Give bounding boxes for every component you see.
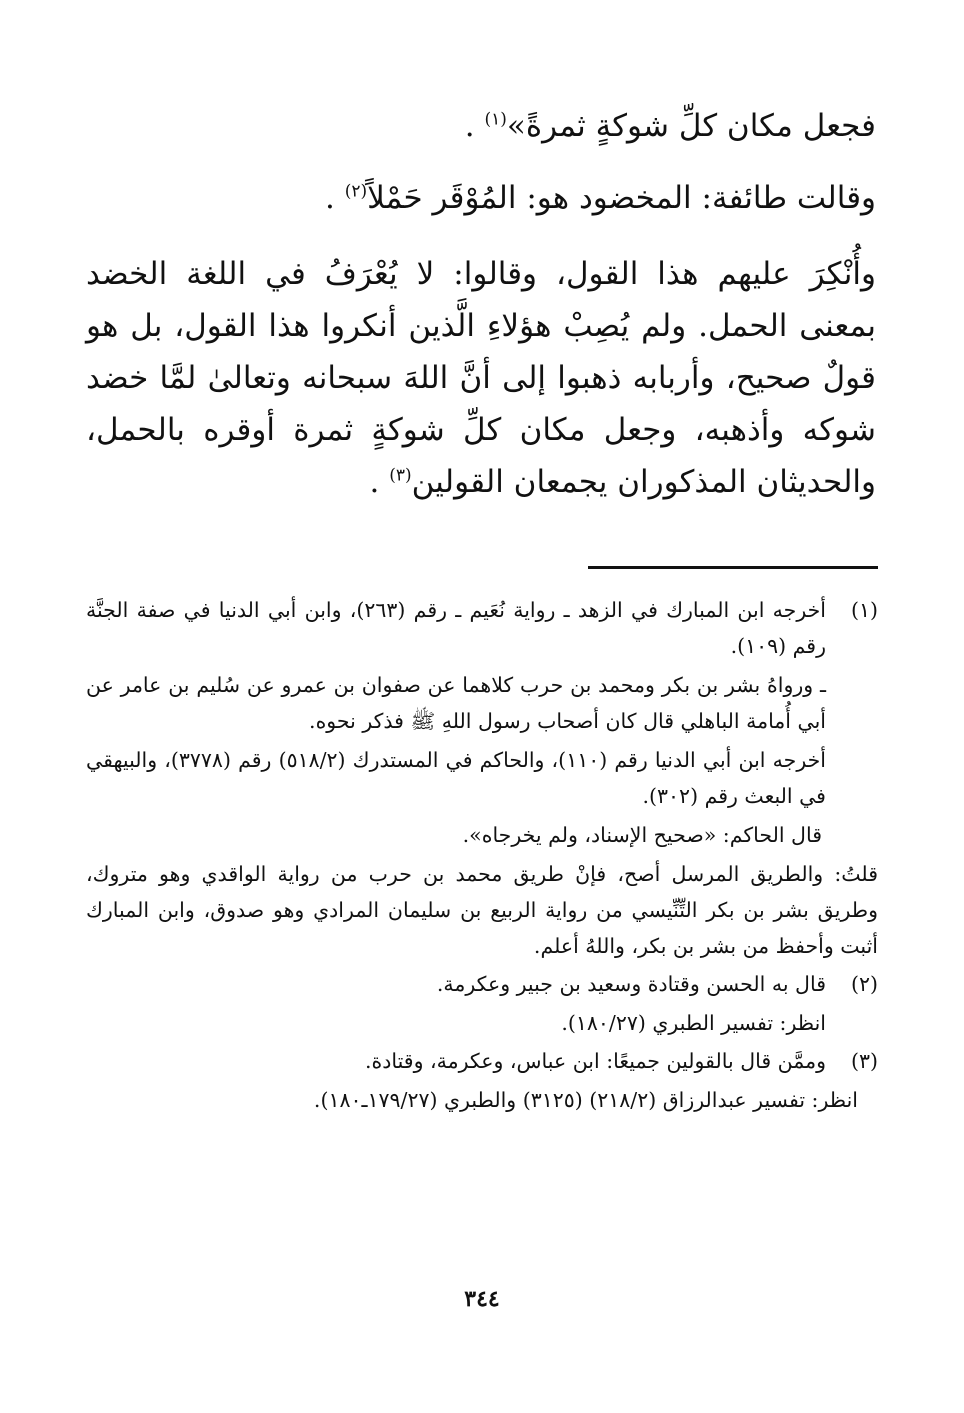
- footnote-reference: (٢): [344, 181, 368, 202]
- footnote-number: (٣): [850, 1049, 878, 1073]
- footnote-line: وممَّن قال بالقولين جميعًا: ابن عباس، وعكرمة، وقتادة.: [364, 1049, 826, 1073]
- main-paragraph: [86, 248, 876, 508]
- footnote-body: [86, 966, 826, 1041]
- footnote-item: [86, 1043, 878, 1118]
- paragraph-end: .: [369, 464, 390, 500]
- paragraph-text: وقالت طائفة: المخضود هو: المُوْقَر حَمْلاً: [367, 180, 876, 216]
- footnote-line: ـ ورواهُ بشر بن بكر ومحمد بن حرب كلاهما عن صفوان بن عمرو عن سُليم بن عامر عن أبي أُمامة الباهلي قال كان أصحاب رسول اللهِ ﷺ فذكر نحوه.: [86, 673, 826, 733]
- footnote-reference: (٣): [389, 465, 412, 486]
- footnote-divider: [588, 566, 878, 569]
- footnote-line: قال الحاكم: «صحيح الإسناد، ولم يخرجاه».: [462, 823, 822, 847]
- footnote-line: انظر: تفسير عبدالرزاق (٢١٨/٢) (٣١٢٥) والطبري (١٧٩/٢٧ـ١٨٠).: [313, 1088, 858, 1112]
- footnote-body: [86, 592, 878, 964]
- footnote-number: (٢): [850, 972, 878, 996]
- paragraph-text: فجعل مكان كلِّ شوكةٍ ثمرةً»: [506, 108, 876, 144]
- footnote-line: أخرجه ابن المبارك في الزهد ـ رواية نُعَيم ـ رقم (٢٦٣)، وابن أبي الدنيا في صفة الجنَّة رقم (١٠٩).: [86, 598, 826, 658]
- footnote-line: أخرجه ابن أبي الدنيا رقم (١١٠)، والحاكم في المستدرك (٥١٨/٢) رقم (٣٧٧٨)، والبيهقي في البعث رقم (٣٠٢).: [86, 748, 826, 808]
- footnote-reference: (١): [484, 109, 507, 130]
- paragraph-text: وأُنْكِرَ عليهم هذا القول، وقالوا: لا يُعْرَفُ في اللغة الخضد بمعنى الحمل. ولم يُصِبْ هؤلاءِ الَّذين أنكروا هذا القول، بل هو قولٌ صحيح، وأربابه ذهبوا إلى أنَّ اللهَ سبحانه وتعالىٰ لمَّا خضد شوكه وأذهبه، وجعل مكان كلِّ شوكةٍ ثمرة أوقره بالحمل، والحديثان المذكوران يجمعان القولين: [86, 256, 876, 500]
- main-paragraph: [86, 100, 876, 152]
- footnote-item: [86, 592, 878, 964]
- paragraph-end: .: [464, 108, 485, 144]
- footnotes-section: [86, 592, 878, 1118]
- footnote-line: قلتُ: والطريق المرسل أصح، فإنْ طريق محمد بن حرب من رواية الواقدي وهو متروك، وطريق بشر بن بكر التِّنِّيسي من رواية الربيع بن سليمان المرادي وهو صدوق، وابن المبارك أثبت وأحفظ من بشر بن بكر، واللهُ أعلم.: [86, 862, 878, 958]
- footnote-item: [86, 966, 878, 1041]
- footnote-line: قال به الحسن وقتادة وسعيد بن جبير وعكرمة.: [436, 972, 826, 996]
- main-paragraph: [86, 172, 876, 224]
- footnote-line: انظر: تفسير الطبري (١٨٠/٢٧).: [561, 1011, 826, 1035]
- paragraph-end: .: [324, 180, 345, 216]
- footnote-number: (١): [850, 598, 878, 622]
- page-number: ٣٤٤: [464, 1286, 500, 1312]
- main-text: [86, 100, 876, 508]
- footnote-body: [86, 1043, 858, 1118]
